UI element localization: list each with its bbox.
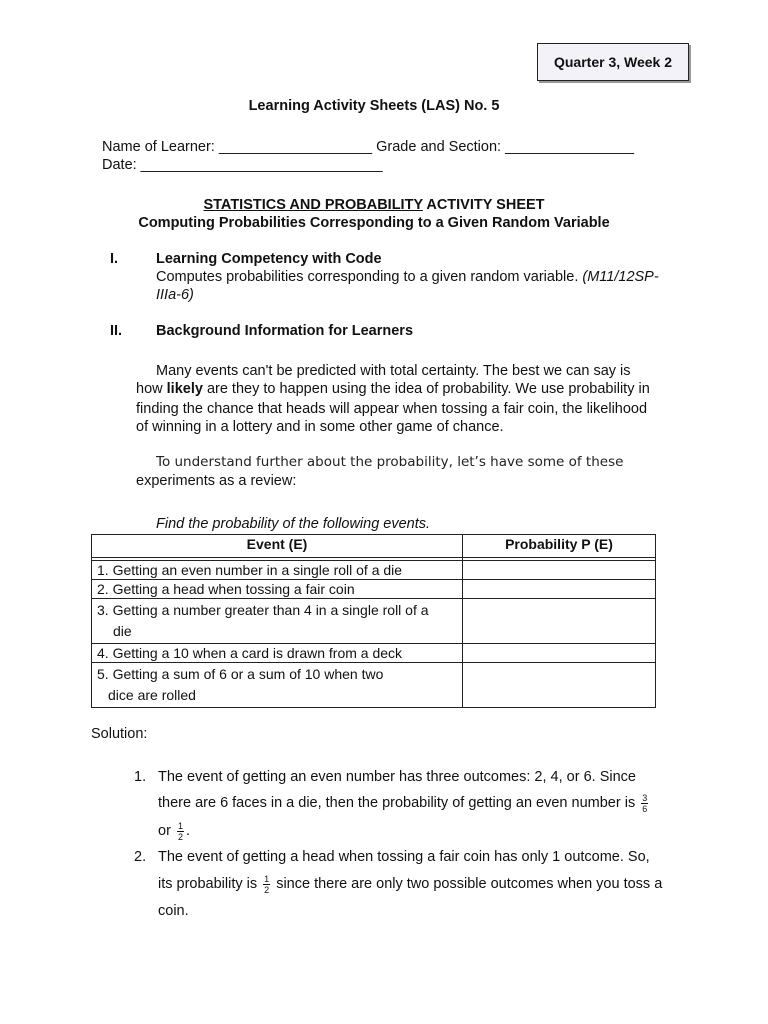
name-grade-line: Name of Learner: ___________________ Grade and Section: ________________ bbox=[102, 139, 635, 155]
paragraph1-line4: of winning in a lottery and in some other game of chance. bbox=[136, 419, 504, 435]
solution-number: 1. bbox=[134, 769, 147, 785]
event-text: 4. Getting a 10 when a card is drawn from a deck bbox=[97, 645, 403, 661]
frac-denominator: 6 bbox=[642, 803, 648, 814]
section1-heading: Learning Competency with Code bbox=[156, 251, 382, 267]
quarter-week-label: Quarter 3, Week 2 bbox=[537, 43, 689, 81]
p1-l2-a: how bbox=[136, 381, 167, 397]
fraction-one-half bbox=[177, 821, 184, 842]
competency-code-cont: IIIa-6) bbox=[156, 287, 194, 303]
solution-2-line2 bbox=[158, 871, 688, 898]
table-row bbox=[92, 580, 656, 599]
probability-answer-cell[interactable] bbox=[463, 561, 656, 580]
p1-l2-bold: likely bbox=[166, 381, 203, 397]
table-row bbox=[92, 644, 656, 663]
probability-answer-cell[interactable] bbox=[463, 580, 656, 599]
frac-denominator: 2 bbox=[264, 884, 270, 895]
table-header-row bbox=[92, 535, 656, 558]
fraction-three-sixths bbox=[641, 793, 648, 814]
sol1-l2-text: there are 6 faces in a die, then the probability of getting an even number is bbox=[158, 795, 636, 811]
section1-text bbox=[156, 269, 659, 285]
paragraph1-line1: Many events can't be predicted with total certainty. The best we can say is bbox=[156, 363, 631, 379]
frac-numerator: 1 bbox=[177, 820, 183, 831]
paragraph1-line2 bbox=[136, 381, 650, 397]
event-cell bbox=[92, 561, 463, 580]
paragraph2-line2: experiments as a review: bbox=[136, 473, 297, 489]
probability-answer-cell[interactable] bbox=[463, 644, 656, 663]
section2-numeral: II. bbox=[110, 323, 123, 339]
frac-denominator: 2 bbox=[177, 831, 183, 842]
paragraph2-line1: To understand further about the probability, let’s have some of these bbox=[156, 454, 624, 470]
event-text: 5. Getting a sum of 6 or a sum of 10 when two bbox=[97, 666, 384, 682]
event-text-cont: dice are rolled bbox=[108, 687, 196, 703]
frac-numerator: 3 bbox=[642, 792, 648, 803]
event-cell bbox=[92, 599, 463, 644]
subject-suffix: ACTIVITY SHEET bbox=[422, 197, 545, 213]
solution-label: Solution: bbox=[91, 726, 148, 742]
sheet-title: Learning Activity Sheets (LAS) No. 5 bbox=[248, 98, 500, 114]
sol2-l2-pre: its probability is bbox=[158, 876, 258, 892]
subject-line bbox=[0, 197, 748, 213]
header-event: Event (E) bbox=[92, 535, 463, 558]
solution-1-line3 bbox=[158, 818, 688, 845]
section2-heading: Background Information for Learners bbox=[156, 323, 414, 339]
solution-1-line2 bbox=[158, 790, 688, 817]
table-row bbox=[92, 663, 656, 708]
event-text-cont: die bbox=[113, 623, 132, 639]
header-probability: Probability P (E) bbox=[463, 535, 656, 558]
solution-2-line1: The event of getting a head when tossing a fair coin has only 1 outcome. So, bbox=[158, 849, 650, 865]
solution-item-2 bbox=[134, 844, 694, 924]
subject-name: STATISTICS AND PROBABILITY bbox=[203, 197, 423, 213]
date-line: Date: ______________________________ bbox=[102, 157, 383, 173]
table-row bbox=[92, 599, 656, 644]
section1-code-cont bbox=[156, 287, 194, 303]
event-text: 2. Getting a head when tossing a fair coin bbox=[97, 581, 355, 597]
competency-code: (M11/12SP- bbox=[582, 269, 659, 285]
p1-l2-b: are they to happen using the idea of probability. We use probability in bbox=[202, 381, 650, 397]
topic-title: Computing Probabilities Corresponding to a Given Random Variable bbox=[138, 215, 610, 231]
event-cell bbox=[92, 663, 463, 708]
table-caption bbox=[156, 516, 430, 532]
sol1-l3-or: or bbox=[158, 823, 171, 839]
table-row bbox=[92, 561, 656, 580]
sol2-l2-post: since there are only two possible outcomes when you toss a bbox=[276, 876, 663, 892]
paragraph1-line3: finding the chance that heads will appear when tossing a fair coin, the likelihood bbox=[136, 401, 648, 417]
event-cell bbox=[92, 580, 463, 599]
events-table bbox=[91, 534, 656, 708]
sol1-l3-period: . bbox=[185, 823, 190, 839]
fraction-one-half bbox=[263, 874, 270, 895]
frac-numerator: 1 bbox=[264, 873, 270, 884]
solution-number: 2. bbox=[134, 849, 147, 865]
event-cell bbox=[92, 644, 463, 663]
event-text: 1. Getting an even number in a single roll of a die bbox=[97, 562, 403, 578]
solution-1-line1: The event of getting an even number has three outcomes: 2, 4, or 6. Since bbox=[158, 769, 636, 785]
probability-answer-cell[interactable] bbox=[463, 599, 656, 644]
solution-2-line3: coin. bbox=[158, 903, 189, 919]
section1-numeral: I. bbox=[110, 251, 119, 267]
competency-text: Computes probabilities corresponding to a given random variable. bbox=[156, 269, 583, 285]
solution-item-1 bbox=[134, 764, 694, 844]
table-caption-text: Find the probability of the following events. bbox=[156, 516, 431, 532]
probability-answer-cell[interactable] bbox=[463, 663, 656, 708]
event-text: 3. Getting a number greater than 4 in a single roll of a bbox=[97, 602, 429, 618]
